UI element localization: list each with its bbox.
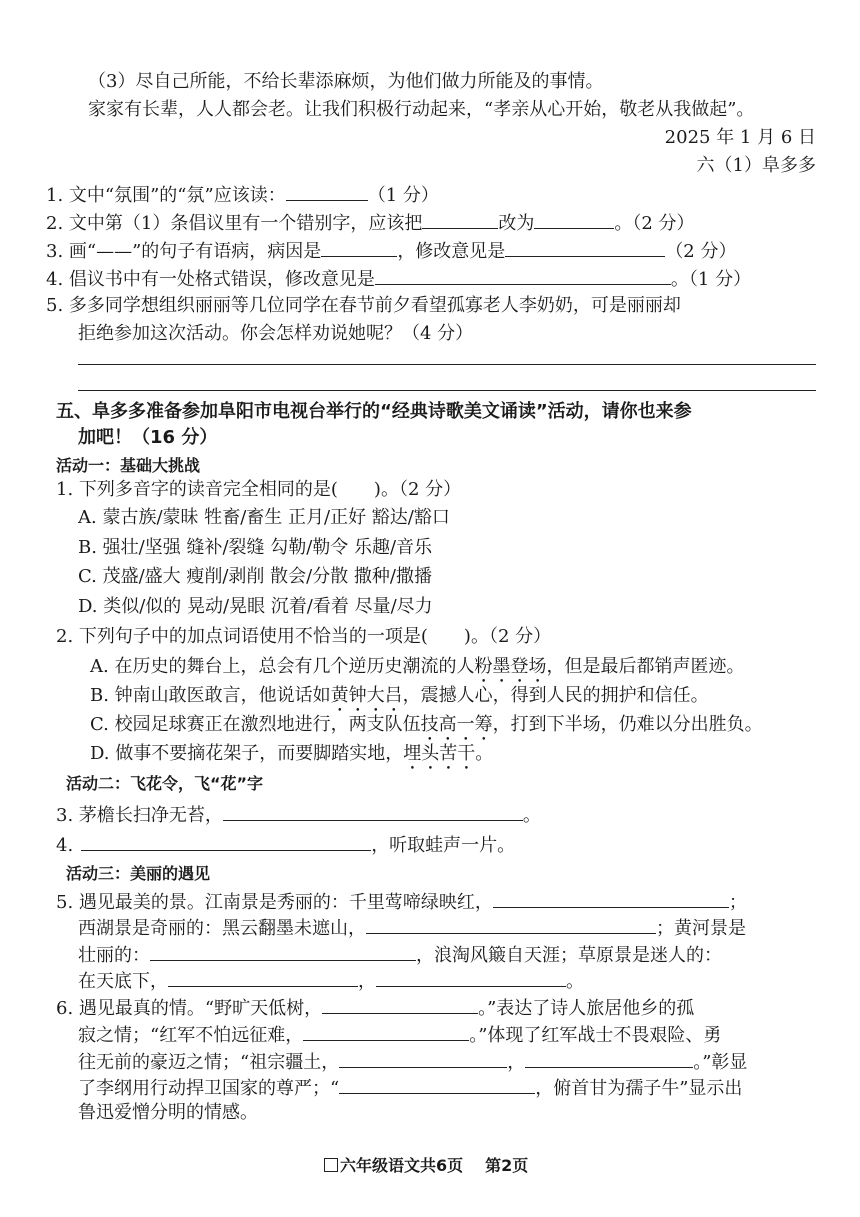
option-B: B. 强壮/坚强 缝补/裂缝 勾勒/勒令 乐趣/音乐 [78,537,433,558]
option-D [90,742,493,774]
question-text: 往无前的豪迈之情；“祖宗疆土， [78,1052,340,1073]
answer-blank[interactable] [493,889,729,908]
question-text: ；黄河景是 [656,918,746,939]
activity-2-heading: 活动二：飞花令，飞“花”字 [66,774,264,793]
option-D: D. 类似/似的 晃动/晃眼 沉着/看着 尽量/尽力 [78,596,433,617]
question-4-1 [46,182,439,208]
answer-blank[interactable] [223,802,523,821]
question-5-2: 2. 下列句子中的加点词语使用不恰当的一项是( )。（2 分） [56,626,552,647]
question-text: 。 [522,805,541,826]
answer-blank[interactable] [376,968,566,987]
option-text: ，打到下半场，仍难以分出胜负。 [492,714,763,735]
question-text: 壮丽的： [78,945,150,966]
question-text: 在天底下， [78,971,168,992]
answer-blank[interactable] [168,968,358,987]
page-footer [324,1154,528,1178]
option-text: C. 校园足球赛正在激烈地进行，两支队伍 [90,714,421,735]
dotted-phrase: 黄钟大吕 [330,685,403,706]
option-C: C. 茂盛/盛大 瘦削/剥削 散会/分散 撒种/撒播 [78,566,432,587]
question-5-1: 1. 下列多音字的读音完全相同的是( )。（2 分） [56,479,462,500]
answer-blank[interactable] [339,1075,535,1094]
question-text: 改为 [498,213,535,234]
question-text: 。”体现了红军战士不畏艰险、勇 [469,1025,722,1046]
question-4-5-line2: 拒绝参加这次活动。你会怎样劝说她呢？（4 分） [78,323,474,344]
option-text: ，震撼人心，得到人民的拥护和信任。 [402,685,709,706]
question-text: 2. 文中第（1）条倡议里有一个错别字，应该把 [46,213,423,234]
question-5-4 [56,832,515,858]
question-text: ，听取蛙声一片。 [371,835,516,856]
question-5-5-line1 [56,889,747,915]
question-5-3 [56,802,541,828]
option-A: A. 蒙古族/蒙昧 牲畜/畜生 正月/正好 豁达/豁口 [78,507,450,528]
question-text: ，修改意见是 [397,241,506,262]
answer-line[interactable] [78,364,816,365]
question-text: 4. 倡议书中有一处格式错误，修改意见是 [46,269,375,290]
question-text: 寂之情；“红军不怕远征难， [78,1025,304,1046]
answer-blank[interactable] [150,942,416,961]
activity-3-heading: 活动三：美丽的遇见 [66,864,211,883]
question-text: ， [507,1052,526,1073]
answer-blank[interactable] [321,238,397,257]
question-5-6-line1 [56,995,694,1021]
question-4-5-line1: 5. 多多同学想组织丽丽等几位同学在春节前夕看望孤寡老人李奶奶，可是丽丽却 [46,295,681,316]
option-C [90,713,763,745]
question-score: 。（1 分） [670,269,752,290]
question-5-6-line5: 鲁迅爱憎分明的情感。 [78,1102,258,1123]
question-text: 6. 遇见最真的情。“野旷天低树， [56,998,323,1019]
answer-blank[interactable] [534,210,614,229]
question-text: 5. 遇见最美的景。江南景是秀丽的：千里莺啼绿映红， [56,892,493,913]
answer-blank[interactable] [375,266,671,285]
question-text: 3. 画“——”的句子有语病，病因是 [46,241,322,262]
answer-blank[interactable] [505,238,665,257]
question-text: 。 [566,971,584,992]
section-5-title-line2: 加吧！（16 分） [78,427,218,448]
proposal-closing: 家家有长辈，人人都会老。让我们积极行动起来，“孝亲从心开始，敬老从我做起”。 [88,99,755,120]
question-text: ，俯首甘为孺子牛”显示出 [535,1078,743,1099]
option-B [90,684,709,716]
question-5-5-line2 [78,915,746,941]
proposal-item-3: （3）尽自己所能，不给长辈添麻烦，为他们做力所能及的事情。 [88,71,604,92]
question-5-5-line4 [78,968,584,994]
question-text: 西湖景是奇丽的：黑云翻墨未遮山， [78,918,366,939]
dotted-phrase: 埋头苦干 [403,743,476,764]
question-5-5-line3 [78,942,722,968]
question-score: （1 分） [367,185,439,206]
checkbox-icon [324,1158,338,1172]
activity-1-heading: 活动一：基础大挑战 [56,456,201,475]
question-text: 1. 文中“氛围”的“氛”应该读： [46,185,286,206]
question-5-6-line3 [78,1049,747,1075]
option-text: A. 在历史的舞台上，总会有几个逆历史潮流的人 [90,656,475,677]
dotted-phrase: 粉墨登场 [474,656,547,677]
option-text: 。 [475,743,494,764]
question-score: 。（2 分） [614,213,695,234]
answer-blank[interactable] [322,995,478,1014]
option-A [90,655,744,687]
question-text: ， [358,971,376,992]
question-text: 了李纲用行动捍卫国家的尊严；“ [78,1078,340,1099]
proposal-signature: 六（1）阜多多 [696,155,816,176]
question-text: 4. [56,835,74,856]
answer-blank[interactable] [366,915,656,934]
question-5-6-line4 [78,1075,742,1101]
answer-blank[interactable] [303,1022,469,1041]
answer-blank[interactable] [339,1049,507,1068]
dotted-phrase: 技高一筹 [420,714,493,735]
question-4-3 [46,238,737,264]
question-score: （2 分） [665,241,737,262]
answer-blank[interactable] [81,832,371,851]
answer-blank[interactable] [286,182,368,201]
question-5-6-line2 [78,1022,721,1048]
question-text: ，浪淘风簸自天涯；草原景是迷人的： [416,945,722,966]
answer-blank[interactable] [525,1049,693,1068]
option-text: D. 做事不要摘花架子，而要脚踏实地， [90,743,404,764]
answer-line[interactable] [78,390,816,391]
option-text: ，但是最后都销声匿迹。 [546,656,745,677]
footer-page-count: 六年级语文共6页 [340,1156,464,1175]
option-text: B. 钟南山敢医敢言，他说话如 [90,685,331,706]
question-text: 。”表达了诗人旅居他乡的孤 [478,998,695,1019]
proposal-date: 2025 年 1 月 6 日 [664,127,816,148]
question-text: 。”彰显 [693,1052,748,1073]
question-text: ； [728,892,747,913]
question-text: 3. 茅檐长扫净无苔， [56,805,223,826]
question-4-4 [46,266,751,292]
question-4-2 [46,210,695,236]
answer-blank[interactable] [422,210,498,229]
section-5-title-line1: 五、阜多多准备参加阜阳市电视台举行的“经典诗歌美文诵读”活动，请你也来参 [56,401,692,422]
footer-page-number: 第2页 [485,1156,529,1175]
